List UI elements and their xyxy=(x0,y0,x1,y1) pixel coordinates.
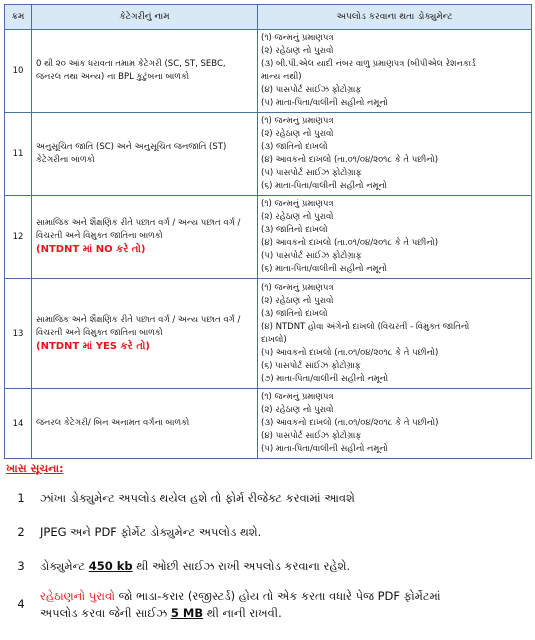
row-serial: 14 xyxy=(5,389,32,459)
special-notes-title: ખાસ સૂચના: xyxy=(6,462,64,475)
document-item: (૨) રહેઠાણ નો પુરાવો xyxy=(261,46,334,56)
table-header-row xyxy=(5,5,532,30)
document-item: (૬) પાસપોર્ટ સાઈઝ ફોટોગ્રાફ xyxy=(261,360,361,371)
document-item: (૪) NTDNT હોવા અંગેનો દાખલો (વિચરતી - વિમુક્ત જાતિનો xyxy=(261,321,470,332)
document-item: (૪) આવકનો દાખલો (તા.૦૧/૦૪/૨૦૧૮ કે તે પછીનો) xyxy=(261,238,439,248)
document-item: માન્ય નથી) xyxy=(261,72,302,82)
document-item: (૫) પાસપોર્ટ સાઈઝ ફોટોગ્રાફ xyxy=(261,251,362,261)
category-text: સામાજિક અને શૈક્ષણિક રીતે પછાત વર્ગ / અન્ય પછાત વર્ગ / વિચરતી અને વિમુક્ત જાતિના બાળકો xyxy=(36,314,241,338)
category-text: સામાજિક અને શૈક્ષણિક રીતે પછાત વર્ગ / અન્ય પછાત વર્ગ / વિચરતી અને વિમુક્ત જાતિના બાળકો xyxy=(36,218,241,241)
row-documents xyxy=(258,196,532,279)
document-item: દાખલો) xyxy=(261,334,287,345)
header-category: કેટેગરીનું નામ xyxy=(32,5,258,30)
note-text xyxy=(40,588,530,622)
document-item: (૬) માતા-પિતા/વાલીની સહીનો નમૂનો xyxy=(261,181,387,191)
document-item: (૫) માતા-પિતા/વાલીની સહીનો નમૂનો xyxy=(261,444,388,454)
size-limit: 5 MB xyxy=(170,606,204,620)
document-item: (૨) રહેઠાણ નો પુરાવો xyxy=(261,129,334,139)
size-limit: 450 kb xyxy=(88,559,133,573)
document-item: (૧) જન્મનું પ્રમાણપત્ર xyxy=(261,116,334,126)
row-category: જનરલ કેટેગરી/ બિન અનામત વર્ગના બાળકો xyxy=(32,389,258,459)
header-documents: અપલોડ કરવાના થતા ડોક્યુમેન્ટ xyxy=(258,5,532,30)
document-item: (૫) પાસપોર્ટ સાઈઝ ફોટોગ્રાફ xyxy=(261,168,362,178)
document-item: (૩) જાતિનો દાખલો xyxy=(261,142,328,152)
note-text-end: થી નાની રાખવી. xyxy=(203,606,282,620)
note-text-start: ડોક્યુમેન્ટ xyxy=(40,559,89,573)
document-item: (૪) પાસપોર્ટ સાઈઝ ફોટોગ્રાફ xyxy=(261,85,362,95)
documents-table xyxy=(4,4,532,459)
row-serial: 12 xyxy=(5,196,32,279)
table-row xyxy=(5,279,532,389)
document-item: (૪) પાસપોર્ટ સાઈઝ ફોટોગ્રાફ xyxy=(261,431,362,441)
document-item: (૩) જાતિનો દાખલો xyxy=(261,225,328,235)
row-category xyxy=(32,279,258,389)
note-number: 2 xyxy=(17,525,25,539)
note-number: 3 xyxy=(17,559,25,573)
document-item: (૩) બી.પી.એલ યાદી નંબર વાળુ પ્રમાણપત્ર (બીપીએલ રેશનકાર્ડ xyxy=(261,59,476,69)
row-serial: 11 xyxy=(5,113,32,196)
ntdnt-note: (NTDNT માં NO કરે તો) xyxy=(36,244,146,255)
table-row xyxy=(5,196,532,279)
document-item: (૨) રહેઠાણ નો પુરાવો xyxy=(261,295,334,306)
note-text-mid: જો ભાડા-કરાર (રજીસ્ટર્ડ) હોય તો એક કરતા વધારે પેજ PDF ફોર્મેટમાં xyxy=(115,589,441,603)
note-number: 1 xyxy=(17,491,25,505)
table-row xyxy=(5,389,532,459)
note-number: 4 xyxy=(17,597,25,611)
note-text: JPEG અને PDF ફોર્મેટ ડોક્યુમેન્ટ અપલોડ થશે. xyxy=(40,525,262,539)
row-serial: 13 xyxy=(5,279,32,389)
document-item: (૩) આવકનો દાખલો (તા.૦૧/૦૪/૨૦૧૮ કે તે પછીનો) xyxy=(261,418,439,428)
ntdnt-note: (NTDNT માં YES કરે તો) xyxy=(36,340,150,352)
note-text-line2: અપલોડ કરવા જેની સાઈઝ xyxy=(40,606,171,620)
table-row xyxy=(5,30,532,113)
note-text: ઝાંખા ડોક્યુમેન્ટ અપલોડ થયેલ હશે તો ફોર્મ રીજેક્ટ કરવામાં આવશે xyxy=(40,491,355,505)
row-documents xyxy=(258,113,532,196)
row-documents xyxy=(258,389,532,459)
document-item: (૨) રહેઠાણ નો પુરાવો xyxy=(261,212,334,222)
document-item: (૧) જન્મનું પ્રમાણપત્ર xyxy=(261,33,334,43)
document-item: (૧) જન્મનું પ્રમાણપત્ર xyxy=(261,199,334,209)
document-item: (૭) માતા-પિતા/વાલીની સહીનો નમૂનો xyxy=(261,373,389,384)
row-documents xyxy=(258,279,532,389)
row-category xyxy=(32,196,258,279)
header-serial: ક્રમ xyxy=(5,5,32,30)
document-item: (૫) માતા-પિતા/વાલીની સહીનો નમૂનો xyxy=(261,98,388,108)
document-item: (૨) રહેઠાણ નો પુરાવો xyxy=(261,405,334,415)
document-item: (૫) આવકનો દાખલો (તા.૦૧/૦૪/૨૦૧૮ કે તે પછીનો) xyxy=(261,347,439,358)
row-category: 0 થી ૨૦ આંક ધરાવતા તમામ કેટેગરી (SC, ST, SEBC, જનરલ તથા અન્ય) ના BPL કુટુંબના બાળકો xyxy=(32,30,258,113)
document-item: (૩) જાતિનો દાખલો xyxy=(261,308,328,319)
note-text xyxy=(40,558,530,575)
table-row xyxy=(5,113,532,196)
document-item: (૪) આવકનો દાખલો (તા.૦૧/૦૪/૨૦૧૮ કે તે પછીનો) xyxy=(261,155,439,165)
row-category: અનુસૂચિત જાતિ (SC) અને અનુસૂચિત જનજાતિ (ST) કેટેગરીના બાળકો xyxy=(32,113,258,196)
document-item: (૧) જન્મનું પ્રમાણપત્ર xyxy=(261,392,334,402)
residence-proof-text: રહેઠાણનો પુરાવો xyxy=(40,589,116,603)
row-documents xyxy=(258,30,532,113)
row-serial: 10 xyxy=(5,30,32,113)
document-item: (૬) માતા-પિતા/વાલીની સહીનો નમૂનો xyxy=(261,264,387,274)
note-text-end: થી ઓછી સાઈઝ રાખી અપલોડ કરવાના રહેશે. xyxy=(132,559,351,573)
document-item: (૧) જન્મનું પ્રમાણપત્ર xyxy=(261,282,334,293)
